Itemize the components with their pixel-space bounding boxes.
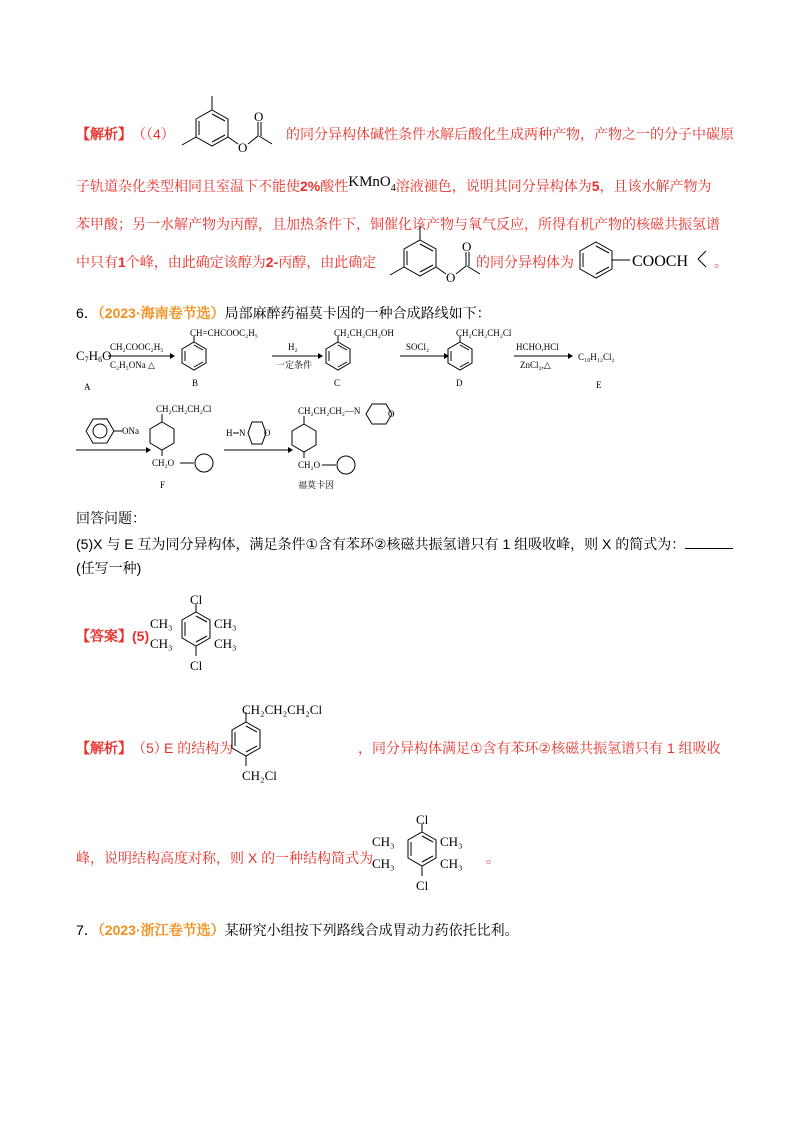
answer-blank[interactable] [685, 536, 733, 549]
svg-text:N: N [239, 428, 246, 438]
svg-text:H₂: H₂ [288, 342, 298, 352]
svg-text:CH₂COOC₂H₅: CH₂COOC₂H₅ [110, 342, 164, 352]
svg-text:CH₃: CH₃ [214, 636, 237, 651]
svg-text:CH₃: CH₃ [150, 616, 173, 631]
q6-analysis-label: 【解析】 [76, 740, 132, 756]
svg-text:COOCH: COOCH [632, 253, 689, 270]
dimethylphenyl-acetate-structure-2 [380, 222, 490, 294]
svg-text:CH₂O: CH₂O [298, 460, 321, 470]
answer-label: 【答案】 [76, 628, 132, 644]
svg-text:CH₂CH₂CH₂Cl: CH₂CH₂CH₂Cl [242, 702, 323, 717]
answer-prompt: 回答问题： [76, 510, 146, 526]
svg-text:CH₂CH₂CH₂Cl: CH₂CH₂CH₂Cl [456, 328, 512, 338]
svg-text:Cl: Cl [190, 592, 203, 607]
svg-text:CH₂O: CH₂O [152, 458, 175, 468]
analysis-label: 【解析】 [76, 126, 132, 142]
svg-text:C₁₀H₁₂Cl₂: C₁₀H₁₂Cl₂ [578, 352, 615, 362]
svg-text:D: D [456, 378, 463, 388]
svg-text:O: O [388, 409, 395, 419]
svg-text:A: A [84, 382, 91, 392]
q6-analysis-a: E 的结构为 [164, 740, 234, 756]
svg-text:Cl: Cl [416, 878, 429, 893]
synthesis-route-row2 [76, 400, 716, 500]
svg-text:ONa: ONa [122, 426, 139, 436]
svg-text:F: F [160, 480, 166, 490]
svg-text:C₂H₅ONa △: C₂H₅ONa △ [110, 360, 155, 370]
q6-analysis-b: ，同分异构体满足①含有苯环②核磁共振氢谱只有 1 组吸收 [358, 740, 721, 756]
svg-text:Cl: Cl [416, 812, 429, 827]
svg-text:CH₂CH₂CH₂OH: CH₂CH₂CH₂OH [334, 328, 394, 338]
svg-text:C: C [334, 378, 341, 388]
svg-text:CH=CHCOOC₂H₅: CH=CHCOOC₂H₅ [190, 328, 258, 338]
svg-text:O: O [254, 109, 264, 124]
svg-text:O: O [238, 140, 248, 155]
svg-text:SOCl₂: SOCl₂ [406, 342, 430, 352]
svg-text:CH₃: CH₃ [150, 636, 173, 651]
svg-text:HCHO,HCl: HCHO,HCl [516, 342, 559, 352]
svg-text:B: B [192, 378, 199, 388]
analysis-line4a: 中只有1个峰，由此确定该醇为2-丙醇，由此确定 [76, 254, 377, 270]
svg-text:CH₂CH₂CH₂Cl: CH₂CH₂CH₂Cl [156, 404, 212, 414]
q5-hint: (任写一种) [76, 560, 142, 576]
svg-text:CH₃: CH₃ [440, 856, 463, 871]
svg-text:H: H [226, 428, 233, 438]
svg-text:CH₃: CH₃ [372, 834, 395, 849]
isopropyl-benzoate-structure [576, 236, 726, 284]
analysis-X-structure [368, 808, 488, 900]
svg-text:一定条件: 一定条件 [276, 360, 313, 370]
svg-text:O: O [462, 239, 472, 254]
svg-text:CH₂Cl: CH₂Cl [242, 768, 277, 783]
svg-text:CH₃: CH₃ [440, 834, 463, 849]
dimethylphenyl-acetate-structure [172, 92, 282, 164]
synthesis-route-row1 [76, 328, 716, 398]
svg-text:O: O [446, 270, 456, 285]
q6-analysis-num: （5） [132, 740, 168, 756]
svg-text:C7H6O: C7H6O [76, 348, 112, 364]
svg-text:福莫卡因: 福莫卡因 [298, 480, 335, 490]
svg-text:Cl: Cl [190, 658, 203, 673]
svg-text:ZnCl₂,△: ZnCl₂,△ [520, 360, 551, 370]
analysis-line2: 子轨道杂化类型相同且室温下不能使2%酸性KMnO4溶液褪色，说明其同分异构体为5，且该水解产物为 [76, 174, 712, 194]
answer-number: (5) [132, 628, 150, 644]
q6-heading: 6．（2023·海南卷节选）局部麻醉药福莫卡因的一种合成路线如下： [76, 305, 491, 321]
q7-heading: 7．（2023·浙江卷节选）某研究小组按下列路线合成胃动力药依托比利。 [76, 922, 519, 938]
q6-analysis-c: 峰，说明结构高度对称，则 X 的一种结构简式为 [76, 850, 374, 866]
analysis-end: 。 [714, 254, 728, 270]
E-structure [222, 698, 352, 788]
q6-analysis-end: 。 [486, 850, 500, 866]
analysis-line1: 的同分异构体碱性条件水解后酸化生成两种产物，产物之一的分子中碳原 [286, 126, 734, 142]
analysis-line3: 苯甲酸；另一水解产物为丙醇，且加热条件下，铜催化该产物与氧气反应，所得有机产物的核磁共振氢谱 [76, 216, 720, 232]
analysis-line4b: 的同分异构体为 [476, 254, 574, 270]
analysis-number: （（4） [132, 126, 175, 142]
answer-X-structure [146, 590, 256, 680]
q5-text: (5)X 与 E 互为同分异构体，满足条件①含有苯环②核磁共振氢谱只有 1 组吸收峰，则 X 的简式为： [76, 534, 733, 554]
svg-text:CH₃: CH₃ [372, 856, 395, 871]
svg-text:O: O [264, 428, 271, 438]
svg-text:CH₃: CH₃ [214, 616, 237, 631]
svg-text:E: E [596, 380, 602, 390]
svg-text:CH₂CH₂CH₂—N: CH₂CH₂CH₂—N [298, 406, 361, 416]
